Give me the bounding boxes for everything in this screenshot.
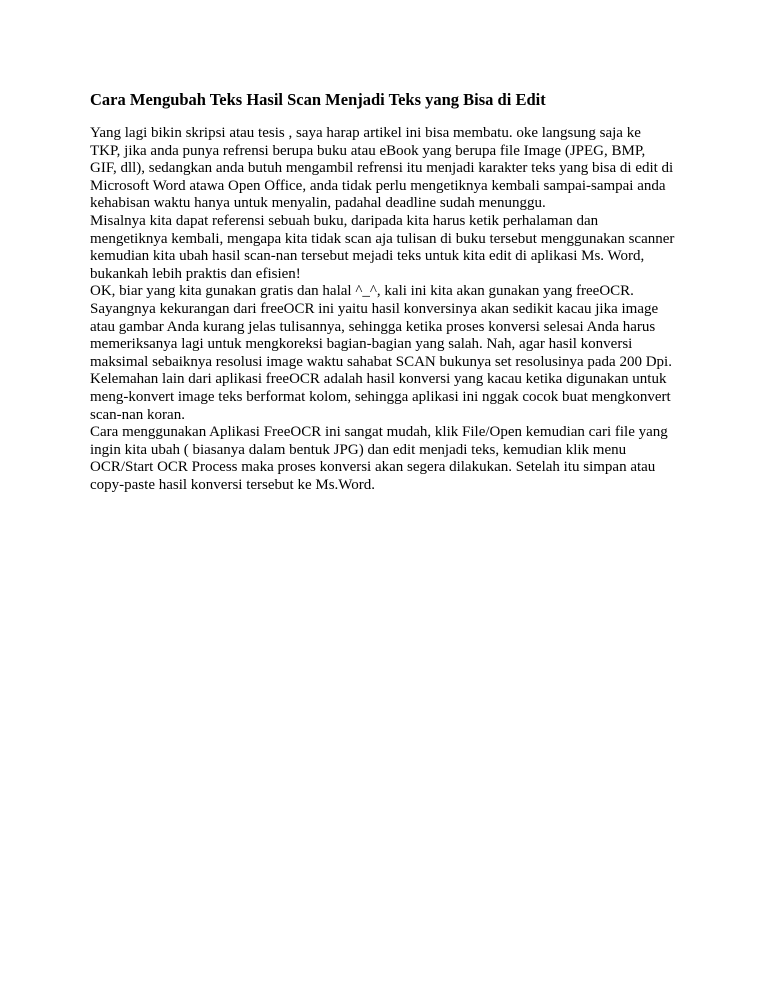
body-line: maksimal sebaiknya resolusi image waktu sahabat SCAN bukunya set resolusinya pada 200 Dpi. [90,353,672,370]
body-line: OK, biar yang kita gunakan gratis dan halal ^_^, kali ini kita akan gunakan yang freeOCR. [90,283,634,300]
body-line: kehabisan waktu hanya untuk menyalin, padahal deadline sudah menunggu. [90,195,546,212]
body-line: Sayangnya kekurangan dari freeOCR ini yaitu hasil konversinya akan sedikit kacau jika image [90,300,659,317]
body-line: Microsoft Word atawa Open Office, anda tidak perlu mengetiknya kembali sampai-sampai anda [90,177,666,194]
body-line: Cara menggunakan Aplikasi FreeOCR ini sangat mudah, klik File/Open kemudian cari file yang [90,424,668,441]
document-body [90,125,688,494]
body-line: Yang lagi bikin skripsi atau tesis , saya harap artikel ini bisa membatu. oke langsung saja ke [90,125,641,141]
body-line: atau gambar Anda kurang jelas tulisannya, sehingga ketika proses konversi selesai Anda harus [90,318,656,335]
body-line: bukankah lebih praktis dan efisien! [90,265,301,282]
document-title: Cara Mengubah Teks Hasil Scan Menjadi Teks yang Bisa di Edit [90,90,546,109]
body-line: OCR/Start OCR Process maka proses konversi akan segera dilakukan. Setelah itu simpan atau [90,459,656,476]
body-line: ingin kita ubah ( biasanya dalam bentuk JPG) dan edit menjadi teks, kemudian klik menu [90,441,627,458]
body-line: mengetiknya kembali, mengapa kita tidak scan aja tulisan di buku tersebut menggunakan scanner [90,230,675,247]
body-line: scan-nan koran. [90,406,185,423]
body-line: TKP, jika anda punya refrensi berupa buku atau eBook yang berupa file Image (JPEG, BMP, [90,142,646,159]
body-line: GIF, dll), sedangkan anda butuh mengambil refrensi itu menjadi karakter teks yang bisa di edit di [90,160,674,177]
body-line: Kelemahan lain dari aplikasi freeOCR adalah hasil konversi yang kacau ketika digunakan untuk [90,371,667,388]
body-line: meng-konvert image teks berformat kolom, sehingga aplikasi ini nggak cocok buat mengkonvert [90,388,671,405]
body-line: copy-paste hasil konversi tersebut ke Ms.Word. [90,476,375,493]
body-line: kemudian kita ubah hasil scan-nan tersebut mejadi teks untuk kita edit di aplikasi Ms. Word, [90,248,645,265]
body-line: Misalnya kita dapat referensi sebuah buku, daripada kita harus ketik perhalaman dan [90,212,599,229]
body-line: memeriksanya lagi untuk mengkoreksi bagian-bagian yang salah. Nah, agar hasil konversi [90,336,633,353]
